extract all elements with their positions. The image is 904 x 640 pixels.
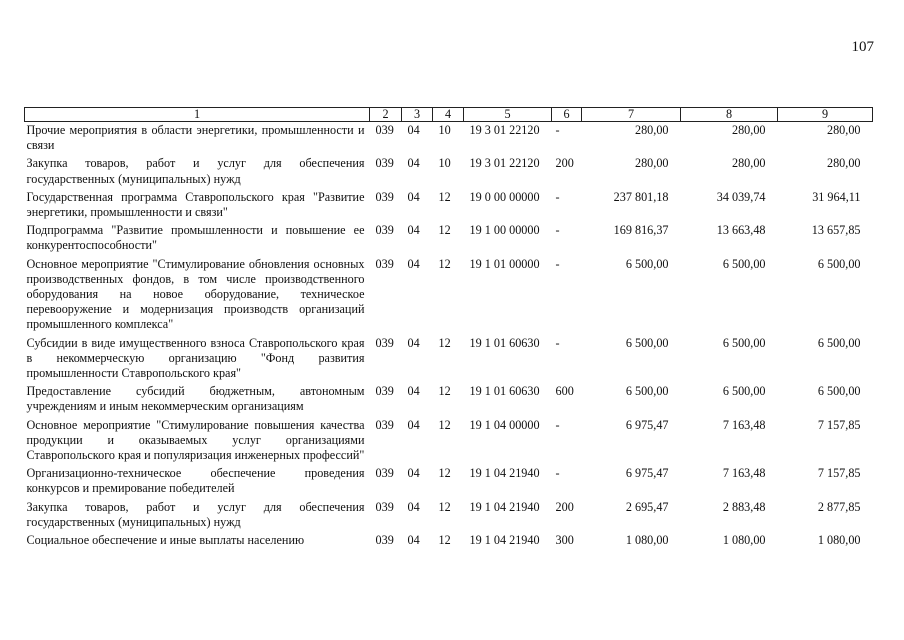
row-subsection-code: 12 <box>438 189 451 204</box>
row-target-article: 19 1 04 21940 <box>469 499 540 514</box>
row-amount-col8: 280,00 <box>731 123 766 137</box>
row-expense-type: - <box>555 256 560 271</box>
row-target-article: 19 1 04 00000 <box>469 417 540 432</box>
row-target-article: 19 1 04 21940 <box>469 466 540 481</box>
row-subsection-code: 12 <box>438 335 451 350</box>
row-ved-code: 039 <box>375 533 394 548</box>
row-amount-col9: 13 657,85 <box>811 223 861 238</box>
row-expense-type: - <box>555 335 560 350</box>
row-subsection-code: 12 <box>438 533 451 548</box>
row-ved-code: 039 <box>375 189 394 204</box>
row-subsection-code: 10 <box>438 123 451 137</box>
row-amount-col8: 2 883,48 <box>722 499 766 514</box>
header-cell-3: 3 <box>402 108 433 122</box>
row-expense-type: - <box>555 223 560 238</box>
row-amount-col7: 6 975,47 <box>625 466 669 481</box>
row-amount-col9: 2 877,85 <box>817 499 861 514</box>
row-amount-col7: 6 500,00 <box>625 384 669 399</box>
row-amount-col8: 7 163,48 <box>722 466 766 481</box>
row-section-code: 04 <box>407 223 420 238</box>
row-ved-code: 039 <box>375 156 394 171</box>
header-cell-8: 8 <box>681 108 778 122</box>
row-amount-col7: 6 500,00 <box>625 335 669 350</box>
table-row <box>25 499 873 532</box>
row-amount-col8: 34 039,74 <box>716 189 766 204</box>
row-subsection-code: 12 <box>438 223 451 238</box>
header-cell-5: 5 <box>464 108 552 122</box>
row-amount-col9: 6 500,00 <box>817 256 861 271</box>
row-target-article: 19 1 00 00000 <box>469 223 540 238</box>
row-name: Субсидии в виде имущественного взноса Ставропольского края в некоммерческую организацию "Фонд развития промышленности Ставропольского края" <box>26 335 365 381</box>
budget-table <box>24 107 873 550</box>
row-name: Закупка товаров, работ и услуг для обеспечения государственных (муниципальных) нужд <box>26 156 365 186</box>
header-cell-6: 6 <box>552 108 582 122</box>
row-amount-col7: 2 695,47 <box>625 499 669 514</box>
row-amount-col7: 1 080,00 <box>625 533 669 548</box>
header-cell-1: 1 <box>25 108 370 122</box>
row-section-code: 04 <box>407 156 420 171</box>
row-ved-code: 039 <box>375 123 394 137</box>
row-name: Предоставление субсидий бюджетным, автономным учреждениям и иным некоммерческим организациям <box>26 384 365 414</box>
row-section-code: 04 <box>407 189 420 204</box>
row-ved-code: 039 <box>375 499 394 514</box>
header-cell-2: 2 <box>370 108 402 122</box>
row-amount-col9: 280,00 <box>826 123 861 137</box>
row-section-code: 04 <box>407 466 420 481</box>
row-subsection-code: 12 <box>438 417 451 432</box>
row-expense-type: 200 <box>555 156 574 171</box>
header-cell-9: 9 <box>778 108 873 122</box>
table-row <box>25 532 873 550</box>
table-row <box>25 335 873 384</box>
row-ved-code: 039 <box>375 466 394 481</box>
row-section-code: 04 <box>407 533 420 548</box>
row-name: Основное мероприятие "Стимулирование повышения качества продукции и оказываемых услуг организациями Ставропольского края и популяризация инженерных профессий" <box>26 417 365 463</box>
row-ved-code: 039 <box>375 256 394 271</box>
row-section-code: 04 <box>407 384 420 399</box>
row-amount-col7: 237 801,18 <box>613 189 669 204</box>
row-amount-col9: 280,00 <box>826 156 861 171</box>
row-subsection-code: 10 <box>438 156 451 171</box>
row-amount-col9: 7 157,85 <box>817 466 861 481</box>
row-subsection-code: 12 <box>438 256 451 271</box>
row-expense-type: - <box>555 189 560 204</box>
row-amount-col8: 6 500,00 <box>722 384 766 399</box>
row-ved-code: 039 <box>375 223 394 238</box>
row-name: Прочие мероприятия в области энергетики, промышленности и связи <box>26 123 365 153</box>
row-section-code: 04 <box>407 335 420 350</box>
row-ved-code: 039 <box>375 417 394 432</box>
table-row <box>25 417 873 466</box>
row-ved-code: 039 <box>375 335 394 350</box>
header-row <box>25 108 873 122</box>
row-amount-col8: 7 163,48 <box>722 417 766 432</box>
row-ved-code: 039 <box>375 384 394 399</box>
row-expense-type: - <box>555 123 560 137</box>
row-amount-col8: 1 080,00 <box>722 533 766 548</box>
row-name: Закупка товаров, работ и услуг для обеспечения государственных (муниципальных) нужд <box>26 499 365 529</box>
row-subsection-code: 12 <box>438 466 451 481</box>
row-section-code: 04 <box>407 499 420 514</box>
row-name: Организационно-техническое обеспечение проведения конкурсов и премирование победителей <box>26 466 365 496</box>
row-amount-col7: 6 975,47 <box>625 417 669 432</box>
row-section-code: 04 <box>407 256 420 271</box>
row-amount-col9: 7 157,85 <box>817 417 861 432</box>
table-row <box>25 256 873 335</box>
row-amount-col9: 6 500,00 <box>817 335 861 350</box>
table-row <box>25 189 873 222</box>
page-number: 107 <box>851 39 874 55</box>
row-amount-col7: 6 500,00 <box>625 256 669 271</box>
row-expense-type: 600 <box>555 384 574 399</box>
row-target-article: 19 1 04 21940 <box>469 533 540 548</box>
table-row <box>25 383 873 416</box>
row-name: Подпрограмма "Развитие промышленности и повышение ее конкурентоспособности" <box>26 223 365 253</box>
row-subsection-code: 12 <box>438 384 451 399</box>
row-section-code: 04 <box>407 123 420 137</box>
row-target-article: 19 1 01 60630 <box>469 335 540 350</box>
row-subsection-code: 12 <box>438 499 451 514</box>
row-target-article: 19 1 01 60630 <box>469 384 540 399</box>
row-amount-col8: 6 500,00 <box>722 256 766 271</box>
row-expense-type: - <box>555 417 560 432</box>
row-name: Социальное обеспечение и иные выплаты населению <box>26 533 305 548</box>
table-row <box>25 465 873 498</box>
row-target-article: 19 1 01 00000 <box>469 256 540 271</box>
row-amount-col9: 6 500,00 <box>817 384 861 399</box>
row-amount-col9: 31 964,11 <box>812 189 861 204</box>
row-amount-col7: 280,00 <box>634 123 669 137</box>
row-name: Основное мероприятие "Стимулирование обновления основных производственных фондов, в том числе производственного оборудования на новое оборудование, техническое перевооружение и модернизация производств организаций промышленного комплекса" <box>26 256 365 332</box>
row-expense-type: 200 <box>555 499 574 514</box>
row-expense-type: - <box>555 466 560 481</box>
table-row <box>25 122 873 156</box>
table-row <box>25 222 873 255</box>
row-amount-col8: 6 500,00 <box>722 335 766 350</box>
row-name: Государственная программа Ставропольского края "Развитие энергетики, промышленности и связи" <box>26 189 365 220</box>
row-amount-col7: 169 816,37 <box>613 223 669 238</box>
row-amount-col9: 1 080,00 <box>817 533 861 548</box>
header-cell-4: 4 <box>433 108 464 122</box>
row-amount-col8: 13 663,48 <box>716 223 766 238</box>
header-cell-7: 7 <box>582 108 681 122</box>
row-expense-type: 300 <box>555 533 574 548</box>
row-amount-col7: 280,00 <box>634 156 669 171</box>
row-section-code: 04 <box>407 417 420 432</box>
row-amount-col8: 280,00 <box>731 156 766 171</box>
row-target-article: 19 0 00 00000 <box>469 189 540 204</box>
table-row <box>25 155 873 188</box>
row-target-article: 19 3 01 22120 <box>469 156 540 171</box>
row-target-article: 19 3 01 22120 <box>469 123 540 137</box>
